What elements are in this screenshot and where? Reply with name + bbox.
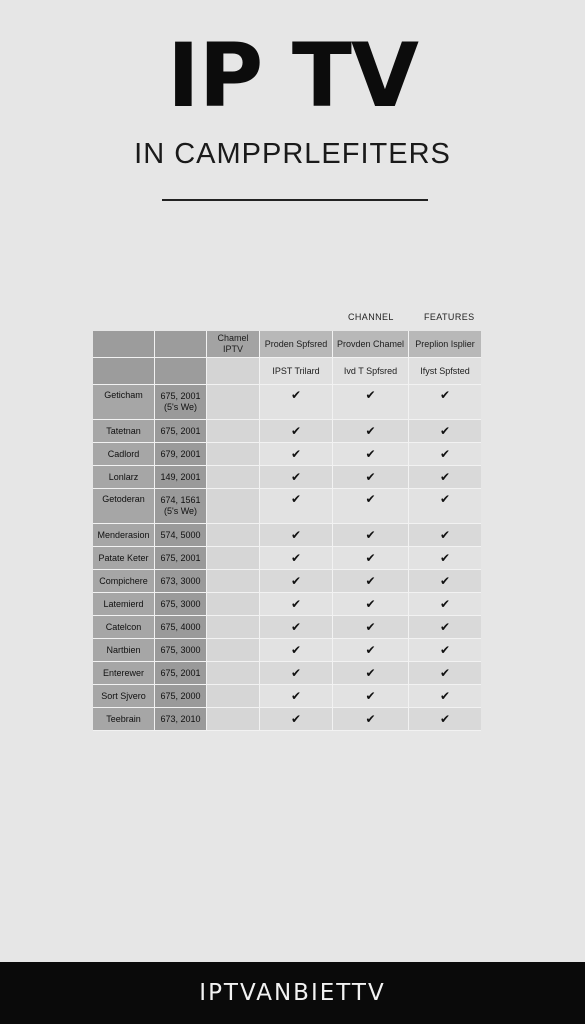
row-name: Teebrain	[93, 708, 155, 730]
checkmark-icon: ✔	[409, 685, 481, 707]
checkmark-icon: ✔	[260, 593, 333, 615]
checkmark-icon: ✔	[260, 385, 333, 419]
checkmark-icon: ✔	[333, 685, 409, 707]
row-value: 675, 2000	[160, 690, 201, 701]
row-value: 675, 2001	[160, 425, 201, 436]
page-subtitle: IN CAMPPRLEFITERS	[134, 138, 451, 170]
row-name: Getoderan	[93, 489, 155, 523]
row-value-cell	[155, 662, 207, 684]
checkmark-icon: ✔	[409, 662, 481, 684]
table-subheader-cell	[155, 358, 207, 384]
table-row	[93, 547, 481, 570]
row-name: Geticham	[93, 385, 155, 419]
checkmark-icon: ✔	[260, 547, 333, 569]
row-value: 574, 5000	[160, 529, 201, 540]
table-row	[93, 443, 481, 466]
checkmark-icon: ✔	[333, 420, 409, 442]
row-value-cell	[155, 385, 207, 419]
row-value-cell	[155, 570, 207, 592]
table-subheader-cell: Ifyst Spfsted	[409, 358, 481, 384]
checkmark-icon: ✔	[333, 466, 409, 488]
page-title: IP TV	[166, 24, 418, 127]
channel-caption: CHANNEL	[348, 312, 394, 322]
table-header-cell	[155, 331, 207, 357]
table-row	[93, 524, 481, 547]
table-row	[93, 616, 481, 639]
row-empty-cell	[207, 662, 260, 684]
row-value-cell	[155, 420, 207, 442]
checkmark-icon: ✔	[260, 489, 333, 523]
checkmark-icon: ✔	[260, 616, 333, 638]
table-subheader-cell: Ivd T Spfsred	[333, 358, 409, 384]
checkmark-icon: ✔	[333, 570, 409, 592]
checkmark-icon: ✔	[260, 662, 333, 684]
row-value-cell	[155, 524, 207, 546]
table-row	[93, 639, 481, 662]
table-row	[93, 466, 481, 489]
checkmark-icon: ✔	[333, 524, 409, 546]
row-empty-cell	[207, 708, 260, 730]
table-row	[93, 708, 481, 731]
row-name: Patate Keter	[93, 547, 155, 569]
row-value-cell	[155, 547, 207, 569]
table-row	[93, 420, 481, 443]
row-empty-cell	[207, 616, 260, 638]
row-empty-cell	[207, 443, 260, 465]
table-subheader-cell	[207, 358, 260, 384]
title-divider	[162, 199, 428, 201]
row-note: (5's We)	[163, 506, 198, 516]
row-value: 675, 2001	[160, 552, 201, 563]
row-value: 679, 2001	[160, 448, 201, 459]
checkmark-icon: ✔	[260, 420, 333, 442]
table-header-cell: Proden Spfsred	[260, 331, 333, 357]
row-name: Latemierd	[93, 593, 155, 615]
checkmark-icon: ✔	[333, 616, 409, 638]
row-name: Cadlord	[93, 443, 155, 465]
checkmark-icon: ✔	[260, 708, 333, 730]
checkmark-icon: ✔	[409, 385, 481, 419]
table-row	[93, 685, 481, 708]
row-empty-cell	[207, 593, 260, 615]
row-name: Compichere	[93, 570, 155, 592]
checkmark-icon: ✔	[260, 639, 333, 661]
row-value: 675, 3000	[160, 598, 201, 609]
row-name: Menderasion	[93, 524, 155, 546]
checkmark-icon: ✔	[409, 547, 481, 569]
row-value-cell	[155, 489, 207, 523]
row-empty-cell	[207, 547, 260, 569]
row-empty-cell	[207, 420, 260, 442]
checkmark-icon: ✔	[260, 466, 333, 488]
row-value-cell	[155, 708, 207, 730]
table-subheader-cell: IPST Trilard	[260, 358, 333, 384]
table-header-cell: Chamel IPTV	[207, 331, 260, 357]
checkmark-icon: ✔	[409, 466, 481, 488]
checkmark-icon: ✔	[260, 524, 333, 546]
table-row	[93, 570, 481, 593]
table-subheader-row	[93, 358, 481, 385]
row-note: (5's We)	[163, 402, 198, 412]
features-caption: FEATURES	[424, 312, 475, 322]
row-value-cell	[155, 593, 207, 615]
checkmark-icon: ✔	[409, 593, 481, 615]
table-row	[93, 385, 481, 420]
row-empty-cell	[207, 489, 260, 523]
row-name: Enterewer	[93, 662, 155, 684]
row-name: Lonlarz	[93, 466, 155, 488]
row-value-cell	[155, 466, 207, 488]
comparison-table	[93, 331, 481, 731]
checkmark-icon: ✔	[409, 639, 481, 661]
checkmark-icon: ✔	[333, 593, 409, 615]
row-value: 675, 2001	[160, 391, 201, 401]
checkmark-icon: ✔	[409, 708, 481, 730]
checkmark-icon: ✔	[260, 443, 333, 465]
table-row	[93, 593, 481, 616]
row-value: 675, 3000	[160, 644, 201, 655]
row-value: 675, 4000	[160, 621, 201, 632]
checkmark-icon: ✔	[260, 685, 333, 707]
row-empty-cell	[207, 466, 260, 488]
footer-banner	[0, 962, 585, 1024]
checkmark-icon: ✔	[409, 489, 481, 523]
footer-brand: IPTVANBIETTV	[199, 980, 386, 1006]
table-header-cell: Preplion Isplier	[409, 331, 481, 357]
checkmark-icon: ✔	[409, 443, 481, 465]
table-header-cell: Provden Chamel	[333, 331, 409, 357]
row-value: 675, 2001	[160, 667, 201, 678]
table-row	[93, 662, 481, 685]
checkmark-icon: ✔	[409, 524, 481, 546]
row-value-cell	[155, 685, 207, 707]
table-header-row	[93, 331, 481, 358]
table-header-cell	[93, 331, 155, 357]
row-empty-cell	[207, 639, 260, 661]
checkmark-icon: ✔	[333, 547, 409, 569]
checkmark-icon: ✔	[260, 570, 333, 592]
row-value-cell	[155, 639, 207, 661]
row-empty-cell	[207, 385, 260, 419]
row-empty-cell	[207, 570, 260, 592]
row-value: 674, 1561	[160, 495, 201, 505]
row-name: Sort Sjvero	[93, 685, 155, 707]
checkmark-icon: ✔	[333, 443, 409, 465]
checkmark-icon: ✔	[333, 662, 409, 684]
row-empty-cell	[207, 685, 260, 707]
row-value-cell	[155, 443, 207, 465]
checkmark-icon: ✔	[409, 420, 481, 442]
checkmark-icon: ✔	[409, 570, 481, 592]
checkmark-icon: ✔	[333, 489, 409, 523]
row-value: 673, 2010	[160, 713, 201, 724]
row-empty-cell	[207, 524, 260, 546]
table-subheader-cell	[93, 358, 155, 384]
table-row	[93, 489, 481, 524]
checkmark-icon: ✔	[333, 708, 409, 730]
row-value: 149, 2001	[160, 471, 201, 482]
row-value: 673, 3000	[160, 575, 201, 586]
row-name: Nartbien	[93, 639, 155, 661]
row-name: Tatetnan	[93, 420, 155, 442]
row-value-cell	[155, 616, 207, 638]
checkmark-icon: ✔	[333, 385, 409, 419]
checkmark-icon: ✔	[409, 616, 481, 638]
row-name: Catelcon	[93, 616, 155, 638]
checkmark-icon: ✔	[333, 639, 409, 661]
